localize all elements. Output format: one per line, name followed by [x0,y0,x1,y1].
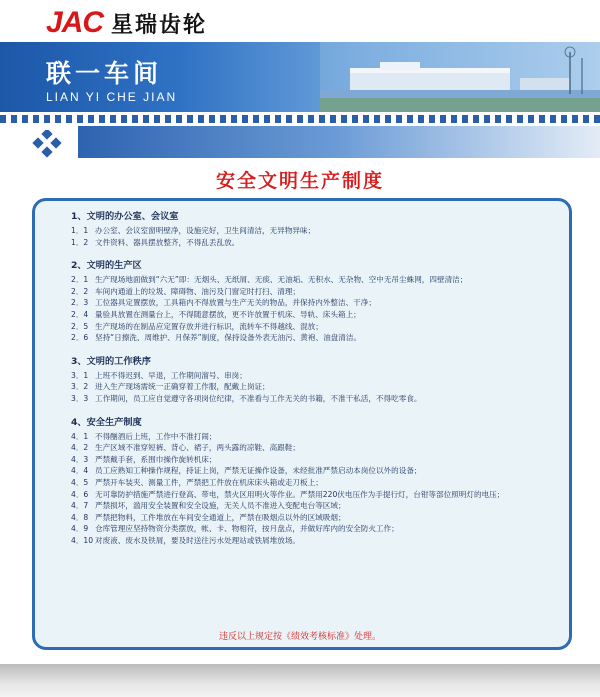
rule-item: 4．4 员工应熟知工种操作规程，持证上岗，严禁无证操作设备，未经批准严禁启动本岗位以外的设备； [71,466,422,476]
company-logo [46,6,207,40]
penalty-note: 违反以上规定按《绩效考核标准》处理。 [218,632,381,642]
rule-item: 2．5 生产现场的在制品应定置存放并进行标识，流转车不得越线、混放； [71,321,323,331]
page-title: 安全文明生产制度 [215,170,384,192]
workshop-banner [0,42,600,112]
rule-item: 3．2 进入生产现场需统一正确穿着工作服，配戴上岗证； [71,382,270,392]
diamond-pattern-icon [30,130,66,158]
rules-panel [32,198,572,650]
section-heading: 3、文明的工作秩序 [71,355,151,367]
workshop-subtitle: LIAN YI CHE JIAN [46,90,178,104]
rule-item: 2．1 生产现场地面做到“六无”即：无烟头、无纸屑、无痰、无油垢、无积水、无杂物、空中无吊尘蛛网，四壁清洁； [71,275,468,285]
rule-item: 2．2 车间内通道上的垃圾、障碍物、油污及门窗定时打扫、清理； [71,286,301,296]
rule-item: 4．6 无可靠防护措施严禁进行登高、带电，禁火区用明火等作业。严禁用220伏电压作为手提行灯，台钳等部位照明灯的电压； [71,489,505,499]
rule-item: 4．3 严禁戴手套，系围巾操作旋转机床； [71,454,217,464]
logo-mark: JAC [46,6,104,39]
section-heading: 1、文明的办公室、会议室 [71,211,179,222]
rule-item: 4．10 对废液、废水及铁屑，要及时送往污水处理站或铁屑堆放场。 [71,535,301,545]
rules-content [71,209,541,546]
rule-item: 4．2 生产区域不准穿短裤、背心、裙子，两头露的凉鞋、高跟鞋； [71,443,301,453]
rule-item: 4．9 仓库管理应坚持物资分类摆放，帐、卡、物相符，按月盘点，并做好库内的安全防火工作； [71,524,399,534]
blue-gradient-strip [78,126,600,158]
rule-item: 2．4 量验具放置在测量台上，不得随意摆放，更不许放置于机床、导轨、床头箱上； [71,309,361,319]
section-heading: 2、文明的生产区 [71,260,142,272]
factory-illustration [320,42,600,112]
header [0,0,600,42]
rule-item: 3．3 工作期间，员工应自觉遵守各项岗位纪律，不准看与工作无关的书籍，不准干私活，不得吃零食。 [71,393,422,403]
rule-item: 3．1 上班不得迟到、早退，工作期间溜号、串岗； [71,370,247,380]
workshop-title: 联一车间 [46,59,163,88]
rule-item: 2．3 工位器具定置摆放，工具箱内不得放置与生产无关的物品，并保持内外整洁、干净； [71,298,376,308]
dotted-divider [0,115,600,123]
rule-item: 4．8 严禁把物料，工件堆放在车间安全通道上，严禁在吸烟点以外的区域吸烟； [71,512,346,522]
footer-bar [0,664,600,697]
company-name: 星瑞齿轮 [111,12,208,38]
rule-item: 1．2 文件资料、器具摆放整齐，不得乱丢乱放。 [71,237,240,247]
rule-item: 1．1 办公室、会议室窗明壁净，设施完好，卫生间清洁，无异物异味； [71,226,316,235]
section-heading: 4、安全生产制度 [71,416,142,428]
rule-item: 4．1 不得酗酒后上班，工作中不准打闹； [71,431,217,441]
rule-item: 4．5 严禁开车装夹、测量工件，严禁把工件放在机床床头箱或走刀板上； [71,477,323,487]
rule-item: 2．6 坚持“日擦洗、周维护、月保养”制度，保持设备外表无油污、黄袍、油盘清洁。 [71,333,362,343]
rule-item: 4．7 严禁损坏，滥用安全装置和安全设施，无关人员不准进入变配电台等区域； [71,501,346,511]
